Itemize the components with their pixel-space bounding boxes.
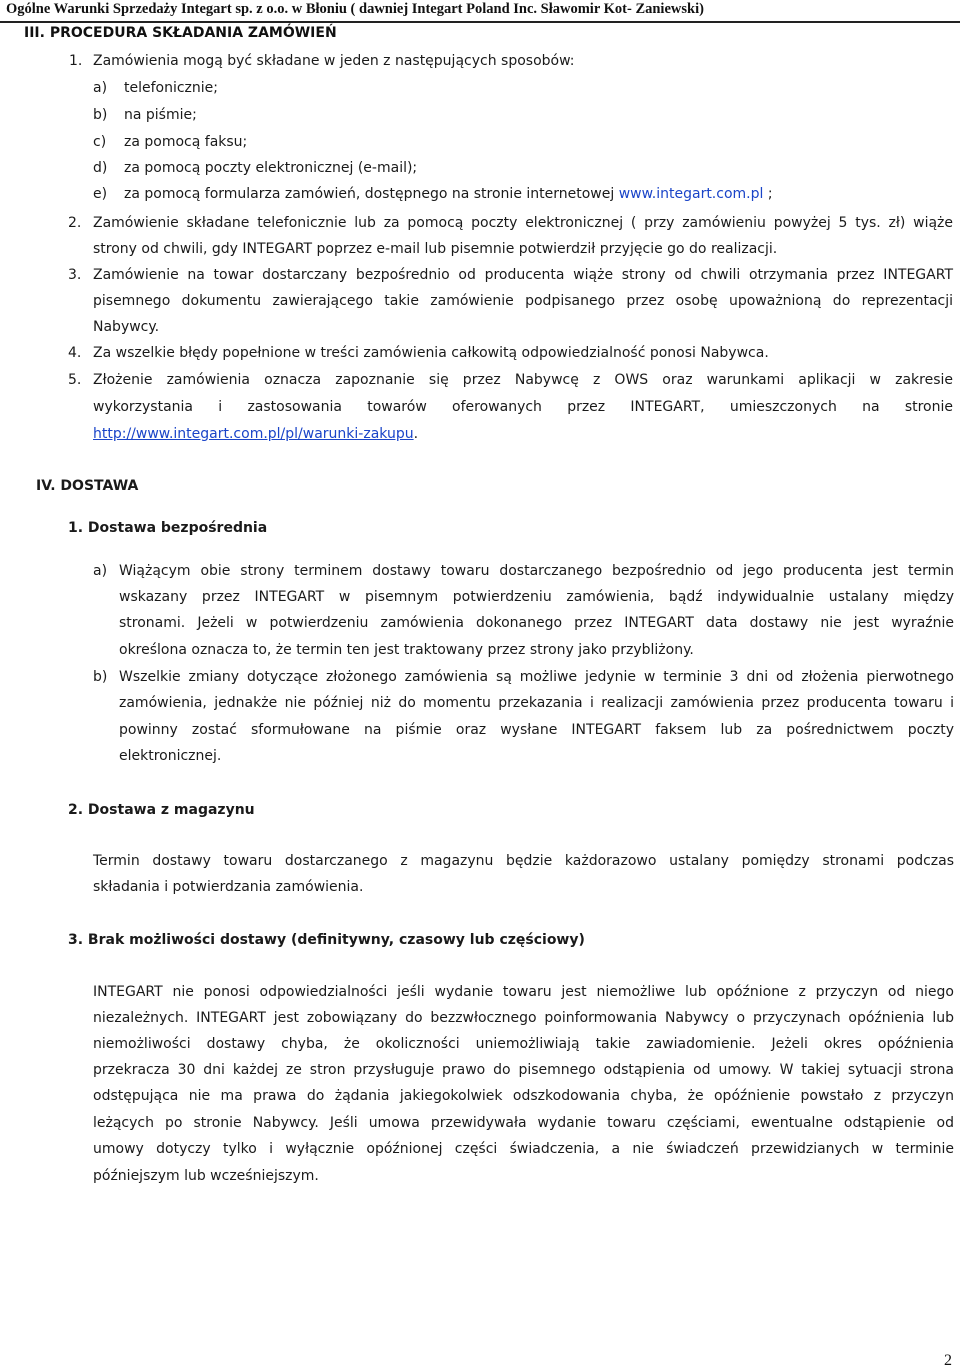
integart-link[interactable]: www.integart.com.pl — [618, 186, 764, 202]
sub-1-a-line-1: Wiążącym obie strony terminem dostawy towaru dostarczanego bezpośrednio od jego producenta jest termin — [119, 563, 954, 579]
item-3-number: 3. — [68, 267, 82, 283]
subitem-e-line — [124, 186, 773, 202]
sub-3-line-4: przekracza 30 dni każdej ze stron przysługuje prawo do pisemnego odstąpienia od umowy. W takiej sytuacji strona — [93, 1062, 954, 1078]
item-2-number: 2. — [68, 215, 82, 231]
sub-1-a-line-4: określona oznacza to, że termin ten jest traktowany przez strony jako przybliżony. — [119, 642, 694, 658]
item-3-line-3: Nabywcy. — [93, 319, 160, 335]
item-3-line-2: pisemnego dokumentu zawierającego takie zamówienie podpisanego przez osobę upoważnioną do reprezentacji — [93, 293, 953, 309]
document-header — [0, 0, 960, 22]
sub-3-line-6: leżących po stronie Nabywcy. Jeśli umowa przewidywała wydanie towaru częściami, ewentualne odstąpienie od — [93, 1115, 954, 1131]
item-2-line-1: Zamówienie składane telefonicznie lub za pomocą poczty elektronicznej ( przy zamówieniu powyżej 5 tys. zł) wiąże — [93, 215, 953, 231]
subitem-e-text: za pomocą formularza zamówień, dostępnego na stronie internetowej — [124, 186, 615, 202]
subitem-b-letter: b) — [93, 107, 108, 123]
header-text: Ogólne Warunki Sprzedaży Integart sp. z o.o. w Błoniu ( dawniej Integart Poland Inc. Sławomir Kot- Zaniewski) — [6, 1, 704, 17]
sub-3-line-3: niemożliwości dostawy chyba, że okoliczności uniemożliwiają takie zawiadomienie. Jeżeli okres opóźnienia — [93, 1036, 954, 1052]
item-3-line-1: Zamówienie na towar dostarczany bezpośrednio od producenta wiąże strony od chwili otrzymania przez INTEGART — [93, 267, 953, 283]
sub-2-line-2: składania i potwierdzania zamówienia. — [93, 879, 364, 895]
sub-3-title: 3. Brak możliwości dostawy (definitywny, czasowy lub częściowy) — [68, 932, 585, 948]
subitem-a-text: telefonicznie; — [124, 80, 219, 96]
item-5-after: . — [413, 426, 419, 442]
item-5-number: 5. — [68, 372, 82, 388]
subitem-d-text: za pomocą poczty elektronicznej (e-mail); — [124, 160, 418, 176]
subitem-d-letter: d) — [93, 160, 108, 176]
sub-3-line-7: umowy dotyczy tylko i wyłącznie opóźnionej części świadczenia, a nie świadczeń przewidzianych w terminie — [93, 1141, 954, 1157]
sub-1-b-letter: b) — [93, 669, 108, 685]
item-1-number: 1. — [69, 53, 83, 69]
sub-1-b-line-3: powinny zostać sformułowane na piśmie oraz wysłane INTEGART faksem lub za pośrednictwem poczty — [119, 722, 954, 738]
subitem-c-letter: c) — [93, 134, 107, 150]
item-1-text: Zamówienia mogą być składane w jeden z następujących sposobów: — [93, 53, 575, 69]
item-4-number: 4. — [68, 345, 82, 361]
sub-1-a-line-3: stronami. Jeżeli w potwierdzeniu zamówienia dokonanego przez INTEGART data dostawy nie jest wyraźnie — [119, 615, 954, 631]
sub-1-b-line-1: Wszelkie zmiany dotyczące złożonego zamówienia są możliwe jedynie w terminie 3 dni od złożenia pierwotnego — [119, 669, 954, 685]
page-number: 2 — [944, 1352, 952, 1369]
subitem-c-text: za pomocą faksu; — [124, 134, 248, 150]
sub-1-a-letter: a) — [93, 563, 108, 579]
header-divider — [0, 21, 960, 23]
sub-1-b-line-4: elektronicznej. — [119, 748, 222, 764]
subitem-e-letter: e) — [93, 186, 108, 202]
section-3-title: III. PROCEDURA SKŁADANIA ZAMÓWIEŃ — [24, 25, 337, 41]
sub-3-line-8: późniejszym lub wcześniejszym. — [93, 1168, 319, 1184]
subitem-e-after: ; — [763, 186, 773, 202]
sub-3-line-5: odstępująca nie ma prawa do żądania jakiegokolwiek odszkodowania chyba, że opóźnienie powstało z przyczyn — [93, 1088, 954, 1104]
warunki-zakupu-link[interactable]: http://www.integart.com.pl/pl/warunki-zakupu — [93, 426, 414, 442]
sub-3-line-1: INTEGART nie ponosi odpowiedzialności jeśli wydanie towaru jest niemożliwe lub opóźnione z przyczyn od niego — [93, 984, 954, 1000]
item-5-line-1: Złożenie zamówienia oznacza zapoznanie się przez Nabywcę z OWS oraz warunkami aplikacji w zakresie — [93, 372, 953, 388]
sub-1-a-line-2: wskazany przez INTEGART w pisemnym potwierdzeniu zamówienia, bądź indywidualnie ustalany między — [119, 589, 954, 605]
sub-2-line-1: Termin dostawy towaru dostarczanego z magazynu będzie każdorazowo ustalany pomiędzy stronami podczas — [93, 853, 954, 869]
sub-1-b-line-2: zamówienia, jednakże nie później niż do momentu przekazania i realizacji zamówienia przez producenta towaru i — [119, 695, 954, 711]
item-5-line-3 — [93, 421, 418, 447]
subitem-a-letter: a) — [93, 80, 108, 96]
sub-3-line-2: niezależnych. INTEGART jest zobowiązany do bezzwłocznego poinformowania Nabywcy o przyczynach opóźnienia lub — [93, 1010, 954, 1026]
item-5-line-2: wykorzystania i zastosowania towarów oferowanych przez INTEGART, umieszczonych na stronie — [93, 399, 953, 415]
subitem-b-text: na piśmie; — [124, 107, 197, 123]
item-4-text: Za wszelkie błędy popełnione w treści zamówienia całkowitą odpowiedzialność ponosi Nabywca. — [93, 345, 769, 361]
sub-1-title: 1. Dostawa bezpośrednia — [68, 520, 268, 536]
section-4-title: IV. DOSTAWA — [36, 478, 139, 494]
sub-2-title: 2. Dostawa z magazynu — [68, 802, 255, 818]
item-2-line-2: strony od chwili, gdy INTEGART poprzez e-mail lub pisemnie potwierdził przyjęcie go do realizacji. — [93, 241, 778, 257]
